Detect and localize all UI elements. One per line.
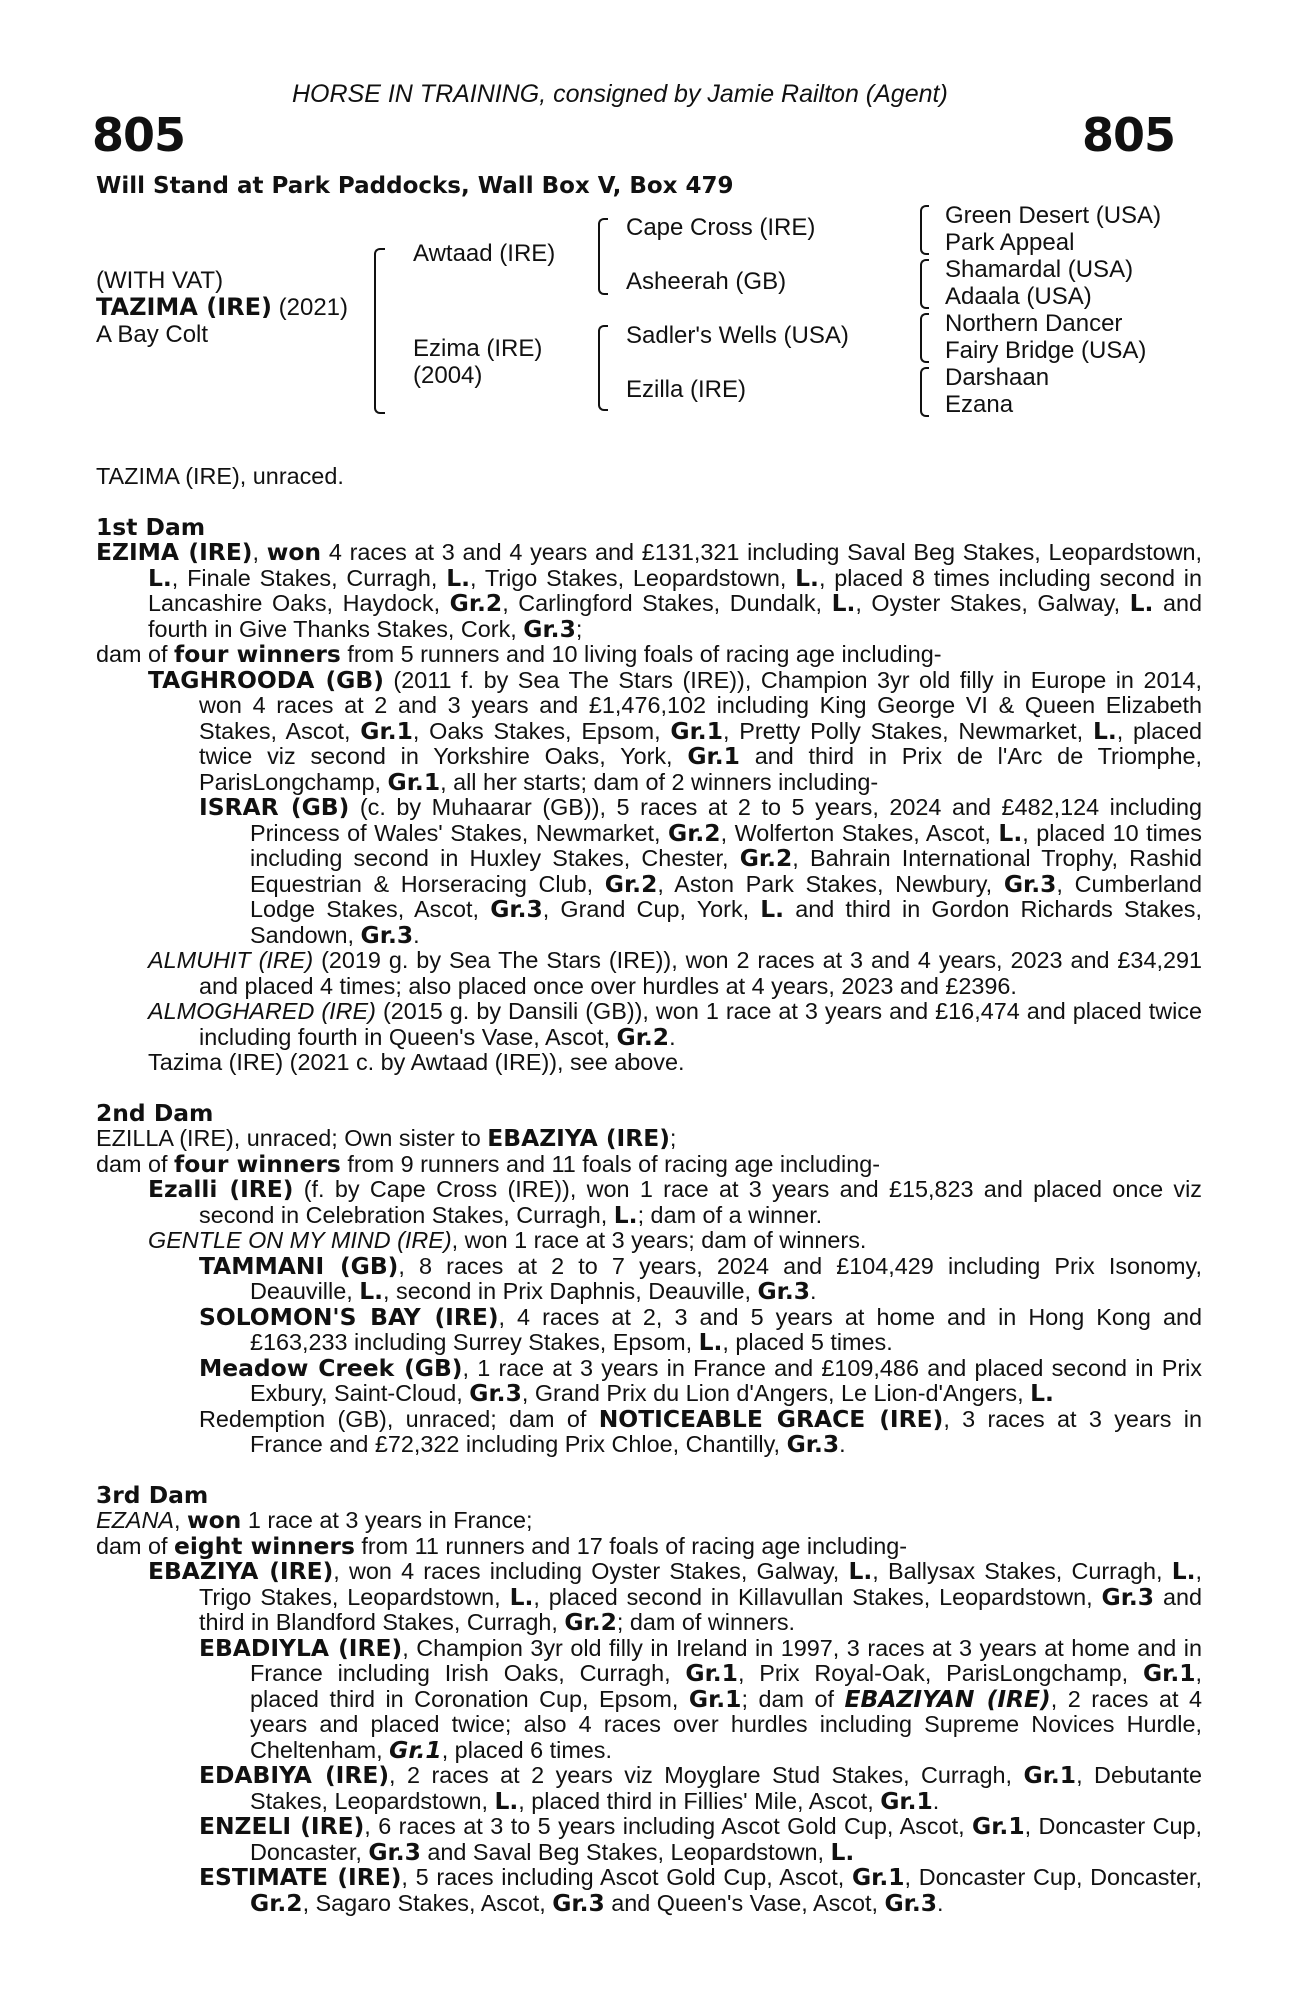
produce-summary: dam of four winners from 9 runners and 11 foals of racing age including- (96, 1149, 881, 1178)
first-dam-heading: 1st Dam (96, 512, 206, 541)
sire: Awtaad (IRE) (413, 240, 556, 267)
second-dam-heading: 2nd Dam (96, 1098, 214, 1127)
ancestor-g6: Fairy Bridge (USA) (945, 337, 1147, 364)
dam: Ezima (IRE) (413, 335, 543, 362)
produce-entry: GENTLE ON MY MIND (IRE), won 1 race at 3 years; dam of winners. (148, 1227, 867, 1253)
ancestor-g8: Ezana (945, 391, 1014, 418)
sire-dam: Asheerah (GB) (626, 268, 787, 295)
produce-entry: Ezalli (IRE) (f. by Cape Cross (IRE)), won 1 race at 3 years and £15,823 and placed once viz second in Celebration Stakes, Curragh, L.; dam of a winner. (148, 1175, 1202, 1229)
produce-summary: dam of four winners from 5 runners and 10 living foals of racing age including- (96, 640, 942, 668)
produce-entry: ESTIMATE (IRE), 5 races including Ascot Gold Cup, Ascot, Gr.1, Doncaster Cup, Doncaster, Gr.2, Sagaro Stakes, Ascot, Gr.3 and Queen's Vase, Ascot, Gr.3. (199, 1863, 1202, 1917)
lot-number-left: 805 (92, 108, 186, 162)
dam-entry: EZIMA (IRE), won 4 races at 3 and 4 years and £131,321 including Saval Beg Stakes, Leopardstown, L., Finale Stakes, Curragh, L., Trigo Stakes, Leopardstown, L., placed 8 times including second in Lancashire Oaks, Haydock, Gr.2, Carlingford Stakes, Dundalk, L., Oyster Stakes, Galway, L. and fourth in Give Thanks Stakes, Cork, Gr.3; (96, 538, 1202, 643)
ancestor-g4: Adaala (USA) (945, 283, 1092, 310)
produce-entry: ISRAR (GB) (c. by Muhaarar (GB)), 5 races at 2 to 5 years, 2024 and £482,124 including Princess of Wales' Stakes, Newmarket, Gr.2, Wolferton Stakes, Ascot, L., placed 10 times including second in Huxley Stakes, Chester, Gr.2, Bahrain International Trophy, Rashid Equestrian & Horseracing Club, Gr.2, Aston Park Stakes, Newbury, Gr.3, Cumberland Lodge Stakes, Ascot, Gr.3, Grand Cup, York, L. and third in Gordon Richards Stakes, Sandown, Gr.3. (199, 793, 1203, 949)
produce-entry: TAMMANI (GB), 8 races at 2 to 7 years, 2024 and £104,429 including Prix Isonomy, Deauville, L., second in Prix Daphnis, Deauville, Gr.3. (199, 1251, 1202, 1305)
pedigree-bracket (598, 325, 608, 411)
ancestor-g2: Park Appeal (945, 229, 1075, 256)
intro-line: TAZIMA (IRE), unraced. (96, 463, 344, 489)
produce-summary: dam of eight winners from 11 runners and 17 foals of racing age including- (96, 1531, 908, 1560)
horse-name: TAZIMA (IRE) (96, 293, 272, 321)
produce-entry: ALMUHIT (IRE) (2019 g. by Sea The Stars (IRE)), won 2 races at 3 and 4 years, 2023 and £34,291 and placed 4 times; also placed once over hurdles at 4 years, 2023 and £2396. (148, 947, 1202, 999)
ancestor-g1: Green Desert (USA) (945, 202, 1162, 229)
sire-sire: Cape Cross (IRE) (626, 214, 816, 241)
dam-entry: EZANA, won 1 race at 3 years in France; (96, 1506, 533, 1534)
produce-entry: TAGHROODA (GB) (2011 f. by Sea The Stars (IRE)), Champion 3yr old filly in Europe in 2014, won 4 races at 2 and 3 years and £1,476,102 including King George VI & Queen Elizabeth Stakes, Ascot, Gr.1, Oaks Stakes, Epsom, Gr.1, Pretty Polly Stakes, Newmarket, L., placed twice viz second in Yorkshire Oaks, York, Gr.1 and third in Prix de l'Arc de Triomphe, ParisLongchamp, Gr.1, all her starts; dam of 2 winners including- (148, 665, 1203, 796)
pedigree-bracket (920, 259, 929, 309)
produce-entry: EDABIYA (IRE), 2 races at 2 years viz Moyglare Stud Stakes, Curragh, Gr.1, Debutante Stakes, Leopardstown, L., placed third in Fillies' Mile, Ascot, Gr.1. (199, 1761, 1202, 1815)
dam-year: (2004) (413, 362, 483, 389)
lot-number-right: 805 (1082, 108, 1176, 162)
pedigree-bracket (920, 367, 929, 417)
produce-entry: EBAZIYA (IRE), won 4 races including Oyster Stakes, Galway, L., Ballysax Stakes, Curragh, L., Trigo Stakes, Leopardstown, L., placed second in Killavullan Stakes, Leopardstown, Gr.3 and third in Blandford Stakes, Curragh, Gr.2; dam of winners. (148, 1557, 1202, 1636)
dam-sire: Sadler's Wells (USA) (626, 322, 849, 349)
produce-entry: Meadow Creek (GB), 1 race at 3 years in France and £109,486 and placed second in Prix Exbury, Saint-Cloud, Gr.3, Grand Prix du Lion d'Angers, Le Lion-d'Angers, L. (199, 1353, 1202, 1407)
produce-entry: ALMOGHARED (IRE) (2015 g. by Dansili (GB)), won 1 race at 3 years and £16,474 and placed twice including fourth in Queen's Vase, Ascot, Gr.2. (148, 998, 1203, 1051)
horse-title (96, 294, 348, 321)
produce-entry: SOLOMON'S BAY (IRE), 4 races at 2, 3 and 5 years at home and in Hong Kong and £163,233 including Surrey Stakes, Epsom, L., placed 5 times. (199, 1302, 1202, 1356)
horse-year: (2021) (271, 294, 349, 321)
dam-entry: EZILLA (IRE), unraced; Own sister to EBAZIYA (IRE); (96, 1124, 677, 1152)
pedigree-bracket (598, 218, 608, 295)
produce-entry: Tazima (IRE) (2021 c. by Awtaad (IRE)), see above. (148, 1049, 685, 1075)
ancestor-g7: Darshaan (945, 364, 1050, 391)
produce-entry: Redemption (GB), unraced; dam of NOTICEABLE GRACE (IRE), 3 races at 3 years in France and £72,322 including Prix Chloe, Chantilly, Gr.3. (199, 1404, 1202, 1458)
pedigree-bracket (920, 205, 929, 255)
consignment-header: HORSE IN TRAINING, consigned by Jamie Railton (Agent) (292, 80, 948, 108)
vat-note: (WITH VAT) (96, 267, 224, 294)
ancestor-g3: Shamardal (USA) (945, 256, 1134, 283)
ancestor-g5: Northern Dancer (945, 310, 1123, 337)
third-dam-heading: 3rd Dam (96, 1480, 209, 1509)
produce-entry: EBADIYLA (IRE), Champion 3yr old filly in Ireland in 1997, 3 races at 3 years at home and in France including Irish Oaks, Curragh, Gr.1, Prix Royal-Oak, ParisLongchamp, Gr.1, placed third in Coronation Cup, Epsom, Gr.1; dam of EBAZIYAN (IRE), 2 races at 4 years and placed twice; also 4 races over hurdles including Supreme Novices Hurdle, Cheltenham, Gr.1, placed 6 times. (199, 1633, 1202, 1764)
pedigree-bracket (920, 313, 929, 363)
horse-description: A Bay Colt (96, 321, 209, 348)
dam-dam: Ezilla (IRE) (626, 376, 747, 403)
produce-entry: ENZELI (IRE), 6 races at 3 to 5 years including Ascot Gold Cup, Ascot, Gr.1, Doncaster Cup, Doncaster, Gr.3 and Saval Beg Stakes, Leopardstown, L. (199, 1812, 1202, 1866)
pedigree-bracket (374, 248, 385, 414)
stand-location: Will Stand at Park Paddocks, Wall Box V, Box 479 (96, 173, 734, 199)
catalogue-body (96, 464, 1202, 1916)
